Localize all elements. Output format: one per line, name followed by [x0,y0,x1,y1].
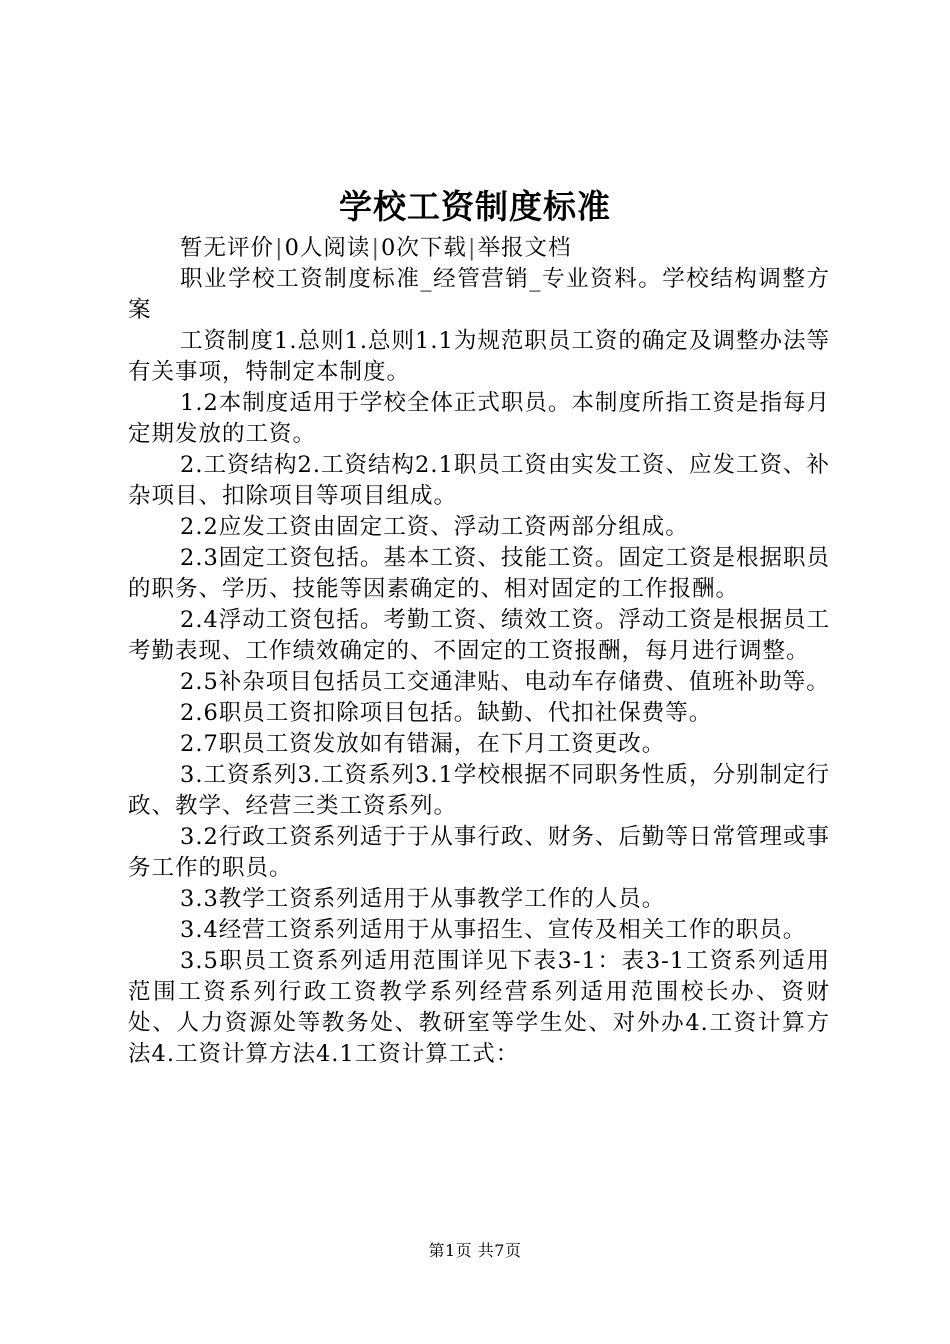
document-meta-line [128,233,830,264]
meta-separator: | [467,235,477,261]
paragraph: 2.工资结构2.工资结构2.1职员工资由实发工资、应发工资、补杂项目、扣除项目等项目组成。 [128,452,830,509]
paragraph: 3.2行政工资系列适于于从事行政、财务、后勤等日常管理或事务工作的职员。 [128,824,830,881]
document-body [128,233,830,1070]
paragraph: 3.工资系列3.工资系列3.1学校根据不同职务性质，分别制定行政、教学、经营三类工资系列。 [128,762,830,819]
downloads-count: 0次下载 [381,235,467,261]
rating-text: 暂无评价 [180,235,275,261]
paragraph: 2.2应发工资由固定工资、浮动工资两部分组成。 [180,514,689,540]
paragraph: 2.4浮动工资包括。考勤工资、绩效工资。浮动工资是根据员工考勤表现、工作绩效确定的、不固定的工资报酬，每月进行调整。 [128,607,830,664]
report-link[interactable]: 举报文档 [477,235,572,261]
paragraph: 3.4经营工资系列适用于从事招生、宣传及相关工作的职员。 [180,917,807,943]
paragraph: 2.6职员工资扣除项目包括。缺勤、代扣社保费等。 [180,700,713,726]
paragraph: 2.3固定工资包括。基本工资、技能工资。固定工资是根据职员的职务、学历、技能等因素确定的、相对固定的工作报酬。 [128,545,830,602]
paragraph: 3.3教学工资系列适用于从事教学工作的人员。 [180,886,666,912]
reads-count: 0人阅读 [284,235,371,261]
paragraph: 1.2本制度适用于学校全体正式职员。本制度所指工资是指每月定期发放的工资。 [128,390,830,447]
paragraph: 职业学校工资制度标准_经管营销_专业资料。学校结构调整方案 [128,266,830,323]
meta-separator: | [371,235,381,261]
page-footer: 第1页 共7页 [428,1241,522,1260]
paragraph: 2.7职员工资发放如有错漏，在下月工资更改。 [180,731,666,757]
paragraph: 2.5补杂项目包括员工交通津贴、电动车存储费、值班补助等。 [180,669,830,695]
meta-separator: | [275,235,284,261]
paragraph: 工资制度1.总则1.总则1.1为规范职员工资的确定及调整办法等有关事项，特制定本制度。 [128,328,830,385]
document-title: 学校工资制度标准 [339,187,611,226]
paragraph: 3.5职员工资系列适用范围详见下表3-1：表3-1工资系列适用范围工资系列行政工资教学系列经营系列适用范围校长办、资财处、人力资源处等教务处、教研室等学生处、对外办4.工资计算方法4.工资计算方法4.1工资计算工式： [128,948,830,1067]
